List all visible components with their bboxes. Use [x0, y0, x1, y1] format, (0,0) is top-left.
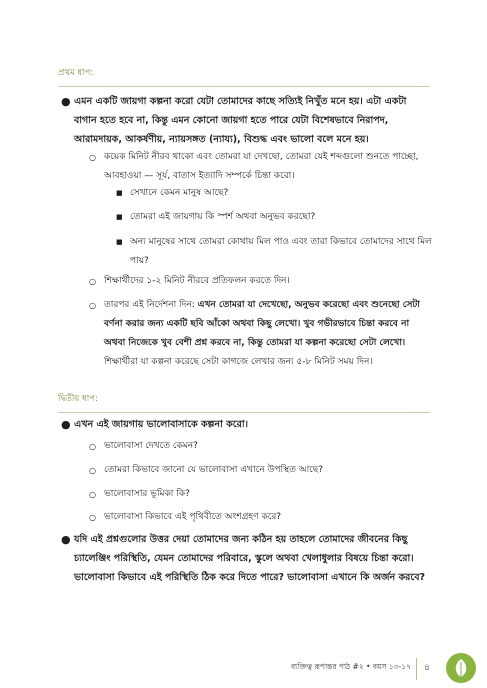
list-item-text: এমন একটি জায়গা কল্পনা করো যেটা তোমাদের কাছে সত্যিই নিখুঁত মনে হয়। এটা একটা বাগান হতে হবে না, কিন্তু এমন কোনো জায়গা হতে পারে যেটা বিশেষভাবে নিরাপদ, আরামদায়ক, আকর্ষণীয়, ন্যায়সঙ্গত (ন্যায্য), বিশুদ্ধ এবং ভালো বলে মনে হয়। [74, 96, 407, 145]
page-footer [0, 650, 487, 688]
square-bullet-icon: ■ [116, 238, 123, 246]
list-item-text: ভালোবাসা কিভাবে এই পৃথিবীতে অংশগ্রহণ করে? [104, 512, 282, 522]
circle-bullet-icon: ○ [89, 277, 96, 286]
square-bullet-icon: ■ [116, 213, 123, 221]
list-item [61, 92, 432, 149]
list-item [89, 272, 432, 291]
list-item [61, 415, 432, 434]
list-item [89, 437, 432, 456]
circle-bullet-icon: ○ [89, 466, 96, 475]
list-item-text: ভালোবাসা দেখতে কেমন? [104, 441, 198, 451]
list-item-text: শিক্ষার্থীদের ১-২ মিনিট নীরবে প্রতিফলন করতে দিন। [104, 276, 290, 286]
footer-divider [416, 658, 417, 680]
circle-bullet-icon: ○ [89, 301, 96, 310]
bullet-icon: ● [61, 95, 71, 108]
list-item-text: তোমরা কিভাবে জানো যে ভালোবাসা এখানে উপস্থিত আছে? [104, 465, 324, 475]
list-item [89, 296, 432, 372]
list-item [116, 233, 432, 271]
leaf-icon [446, 653, 476, 687]
list-item [89, 508, 432, 527]
list-item-text: যদি এই প্রশ্নগুলোর উত্তর দেয়া তোমাদের জন্য কঠিন হয় তাহলে তোমাদের জীবনের কিছু চ্যালেঞ্জিং পরিস্থিতি, যেমন তোমাদের পরিবারে, স্কুলে অথবা খেলাধুলার বিষয়ে চিন্তা করো। ভালোবাসা কিভাবে এই পরিস্থিতি ঠিক করে দিতে পারে? ভালোবাসা এখানে কি অর্জন করবে? [74, 534, 426, 583]
section-heading-step-2: দ্বিতীয় ধাপ: [58, 392, 430, 413]
list-item [89, 485, 432, 504]
circle-bullet-icon: ○ [89, 442, 96, 451]
list-item [89, 461, 432, 480]
list-item-text: কয়েক মিনিট নীরব থাকো এবং তোমরা যা দেখছো, তোমরা যেই শব্দগুলো শুনতে পাচ্ছো, আবহাওয়া — সূর্য, বাতাস ইত্যাদি সম্পর্কে চিন্তা করো। [104, 152, 419, 181]
section-heading-step-1: প্রথম ধাপ: [58, 66, 430, 87]
list-item [116, 208, 432, 227]
list-item-text: সেখানে কেমন মানুষ আছে? [130, 188, 229, 198]
list-item-text: ভালোবাসার ভূমিকা কি? [104, 489, 190, 499]
series-title: ব্যক্তিত্ব রূপান্তর পাঠ #২ • বয়স ১৩-১৭ [290, 662, 411, 671]
instruction-text: এখন তোমরা যা দেখেছো, অনুভব করেছো এবং শুনেছো সেটা বর্ণনা করার জন্য একটি ছবি আঁকো অথবা কিছু লেখো। খুব গভীরভাবে চিন্তা করবে না অথবা নিজেকে খুব বেশী প্রশ্ন করবে না, কিন্তু তোমরা যা কল্পনা করেছো সেটা লেখো। [104, 300, 420, 348]
page-number: ৪ [424, 663, 430, 673]
circle-bullet-icon: ○ [89, 490, 96, 499]
instruction-intro: তারপর এই নির্দেশনা দিন: [104, 300, 198, 310]
circle-bullet-icon: ○ [89, 513, 96, 522]
list-item-text: তোমরা এই জায়গায় কি স্পর্শ অথবা অনুভব করছো? [130, 212, 316, 222]
list-item [61, 530, 432, 587]
circle-bullet-icon: ○ [89, 153, 96, 162]
list-item [116, 184, 432, 203]
bullet-icon: ● [61, 533, 71, 546]
bullet-icon: ● [61, 418, 71, 431]
list-item-text: এখন এই জায়গায় ভালোবাসাকে কল্পনা করো। [74, 419, 248, 430]
square-bullet-icon: ■ [116, 189, 123, 197]
list-item-text: অন্য মানুষের সাথে তোমরা কোথায় মিল পাও এবং তারা কিভাবে তোমাদের সাথে মিল পায়? [130, 237, 432, 266]
list-item [89, 148, 432, 186]
instruction-note: শিক্ষার্থীরা যা কল্পনা করেছে সেটা কাগজে লেখার জন্য ৫-৮ মিনিট সময় দিন। [104, 357, 373, 367]
